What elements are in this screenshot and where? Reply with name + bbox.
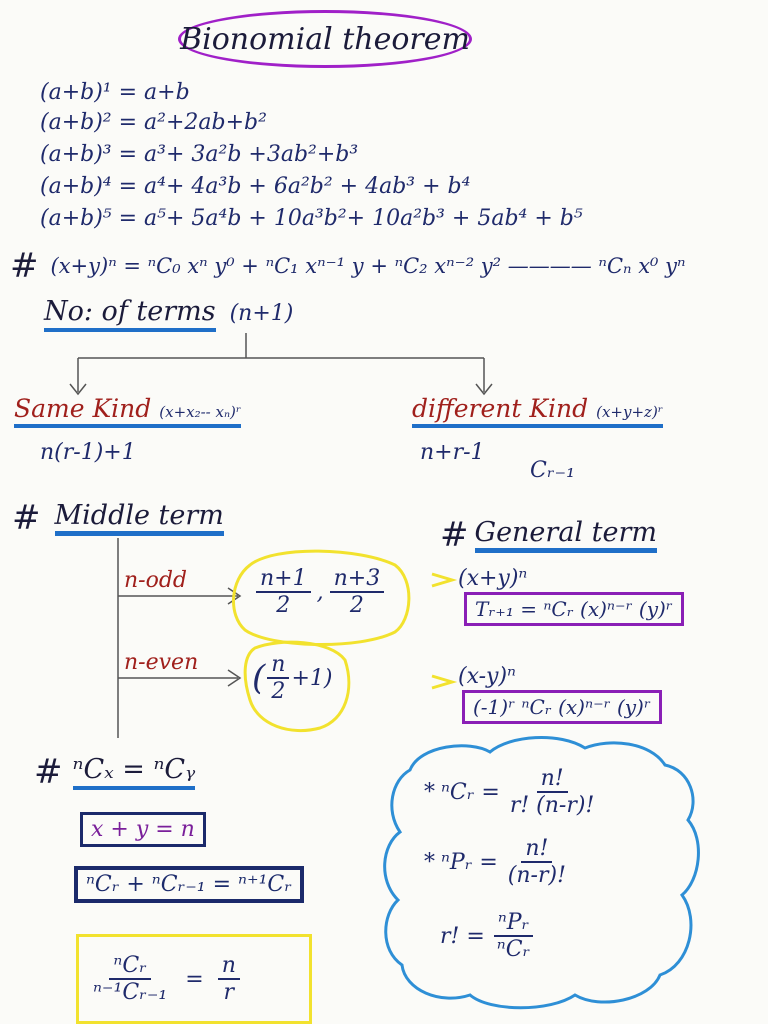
hash-symbol: # — [10, 246, 39, 286]
combination-box3: $\frac{\text{ⁿCᵣ}}{\text{ⁿ⁻¹Cᵣ₋₁}}$ = $\frac{n}{r}$ — [76, 934, 312, 1024]
different-kind-formula: n+r-1 — [420, 440, 485, 465]
general-term-heading: General term — [475, 517, 657, 553]
fraction: $\frac{\text{ⁿPᵣ}}{\text{ⁿCᵣ}}$ — [493, 910, 534, 962]
fraction: $\frac{n!}{(n-r)!}$ — [507, 836, 566, 888]
cloud-permutation: * ⁿPᵣ = $\frac{n!}{(n-r)!}$ — [424, 836, 570, 888]
same-kind-row — [14, 394, 241, 428]
fraction: $\frac{n!}{r! (n-r)!}$ — [509, 766, 595, 818]
same-kind-heading: Same Kind — [14, 394, 152, 423]
n-odd-label: n-odd — [124, 568, 188, 593]
fraction: $\frac{n+1}{2}$ — [256, 566, 311, 618]
yellow-arrow-icon — [432, 574, 452, 586]
expansion-4: (a+b)⁴ = a⁴+ 4a³b + 6a²b² + 4ab³ + b⁴ — [40, 174, 471, 199]
middle-term-row — [12, 498, 224, 538]
fraction: $\frac{n+3}{2}$ — [330, 566, 385, 618]
combination-heading: ⁿCₓ = ⁿCᵧ — [73, 754, 196, 790]
same-kind-formula: n(r-1)+1 — [40, 440, 136, 465]
combination-box1: x + y = n — [80, 812, 206, 847]
n-even-label: n-even — [124, 650, 199, 675]
hash-symbol: # — [12, 498, 41, 538]
same-kind-expr: (x+x₂-- xₙ)ʳ — [159, 403, 242, 421]
general-term-case2: (x-y)ⁿ — [458, 664, 516, 689]
star-icon: * — [424, 779, 435, 805]
star-icon: * — [424, 849, 435, 875]
expansion-5: (a+b)⁵ = a⁵+ 5a⁴b + 10a³b²+ 10a²b³ + 5ab⁴ + b⁵ — [40, 206, 583, 231]
expansion-2: (a+b)² = a²+2ab+b² — [40, 110, 267, 135]
fraction: $\frac{n}{r}$ — [218, 953, 240, 1005]
fraction: $\frac{\text{ⁿCᵣ}}{\text{ⁿ⁻¹Cᵣ₋₁}}$ — [93, 953, 168, 1005]
different-kind-expr: (x+y+z)ʳ — [596, 403, 664, 421]
different-kind-row — [412, 394, 663, 428]
different-kind-heading: different Kind — [412, 394, 589, 423]
general-expansion: (x+y)ⁿ = ⁿC₀ xⁿ y⁰ + ⁿC₁ xⁿ⁻¹ y + ⁿC₂ xⁿ⁻² y² ———— ⁿCₙ x⁰ yⁿ — [50, 254, 686, 278]
middle-term-heading: Middle term — [55, 500, 224, 536]
cloud-r-factorial: r! = $\frac{\text{ⁿPᵣ}}{\text{ⁿCᵣ}}$ — [440, 910, 534, 962]
general-term-row — [440, 515, 657, 555]
cloud-combination: * ⁿCᵣ = $\frac{n!}{r! (n-r)!}$ — [424, 766, 598, 818]
general-expansion-row — [10, 246, 686, 286]
expansion-1: (a+b)¹ = a+b — [40, 80, 190, 105]
even-fraction: ( $\frac{n}{2}$ +1) — [252, 652, 333, 704]
terms-heading: No: of terms — [44, 296, 216, 332]
yellow-arrow-icon — [432, 676, 452, 688]
odd-fractions: $\frac{n+1}{2}$ , $\frac{n+3}{2}$ — [256, 566, 384, 618]
general-term-formula1: Tᵣ₊₁ = ⁿCᵣ (x)ⁿ⁻ʳ (y)ʳ — [464, 592, 684, 626]
hash-symbol: # — [440, 515, 469, 555]
different-kind-formula-sub: Cᵣ₋₁ — [530, 458, 575, 483]
combination-row — [34, 752, 195, 792]
hash-symbol: # — [34, 752, 63, 792]
general-term-case1: (x+y)ⁿ — [458, 566, 528, 591]
combination-box2: ⁿCᵣ + ⁿCᵣ₋₁ = ⁿ⁺¹Cᵣ — [74, 866, 304, 903]
terms-row — [44, 296, 293, 332]
expansion-3: (a+b)³ = a³+ 3a²b +3ab²+b³ — [40, 142, 359, 167]
terms-value: (n+1) — [229, 301, 294, 326]
fraction: $\frac{n}{2}$ — [267, 652, 289, 704]
page-title: Bionomial theorem — [178, 10, 472, 68]
general-term-formula2: (-1)ʳ ⁿCᵣ (x)ⁿ⁻ʳ (y)ʳ — [462, 690, 662, 724]
